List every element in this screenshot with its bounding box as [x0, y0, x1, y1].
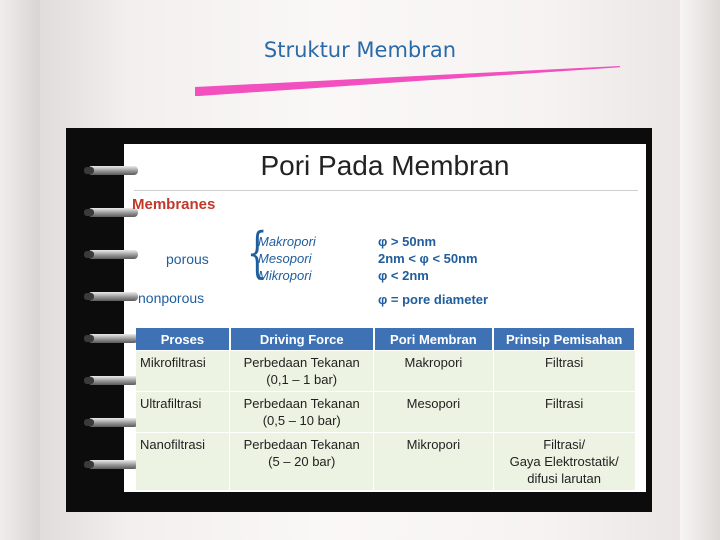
cell-prinsip [493, 392, 635, 433]
cell-pori: Mikropori [374, 433, 494, 491]
prinsip-text: Filtrasi [544, 396, 584, 411]
table-row [136, 433, 635, 491]
prinsip-text-3: difusi larutan [527, 471, 601, 486]
cell-proses: Ultrafiltrasi [136, 392, 230, 433]
cell-driving-force [230, 351, 374, 392]
pore-type-makropori: Makropori [258, 234, 316, 249]
table-row [136, 351, 635, 392]
header-prinsip-pemisahan: Prinsip Pemisahan [493, 328, 635, 351]
cell-prinsip [493, 433, 635, 491]
pore-size-makropori: φ > 50nm [378, 234, 437, 249]
table-header-row [136, 328, 635, 351]
cell-pori: Makropori [374, 351, 494, 392]
spiral-ring [88, 418, 138, 427]
document-title: Pori Pada Membran [260, 150, 510, 181]
cell-proses: Mikrofiltrasi [136, 351, 230, 392]
background-column-left [0, 0, 40, 540]
porous-label: porous [166, 251, 209, 267]
spiral-ring [88, 292, 138, 301]
cell-pori: Mesopori [374, 392, 494, 433]
spiral-ring [88, 460, 138, 469]
header-driving-force: Driving Force [230, 328, 374, 351]
prinsip-text: Filtrasi/ [543, 437, 586, 452]
prinsip-text: Filtrasi [544, 355, 584, 370]
table-row [136, 392, 635, 433]
prinsip-text-2: Gaya Elektrostatik/ [509, 454, 619, 469]
brace-symbol: { [246, 221, 268, 284]
cell-driving-force [230, 392, 374, 433]
background-column-right [680, 0, 720, 540]
driving-force-range: (5 – 20 bar) [268, 454, 336, 469]
slide-title: Struktur Membran [263, 38, 457, 62]
title-underline-accent [195, 66, 620, 96]
spiral-ring [88, 250, 138, 259]
header-proses: Proses [136, 328, 230, 351]
driving-force-range: (0,1 – 1 bar) [266, 372, 338, 387]
pore-size-mikropori: φ < 2nm [378, 268, 429, 283]
nonporous-label: nonporous [138, 290, 205, 306]
pore-types-list [258, 233, 316, 284]
cell-proses: Nanofiltrasi [136, 433, 230, 491]
driving-force-range: (0,5 – 10 bar) [262, 413, 341, 428]
driving-force-text: Perbedaan Tekanan [243, 396, 360, 411]
cell-driving-force [230, 433, 374, 491]
spiral-ring [88, 376, 138, 385]
pore-diameter-definition: φ = pore diameter [378, 292, 489, 307]
cell-prinsip [493, 351, 635, 392]
pore-size-mesopori: 2nm < φ < 50nm [378, 251, 478, 266]
spiral-ring [88, 208, 138, 217]
title-divider [134, 190, 638, 191]
pore-sizes-list [378, 233, 478, 284]
header-pori-membran: Pori Membran [374, 328, 494, 351]
membranes-heading: Membranes [132, 196, 216, 213]
pore-type-mikropori: Mikropori [258, 268, 312, 283]
driving-force-text: Perbedaan Tekanan [243, 355, 360, 370]
membrane-process-table [136, 328, 636, 490]
pore-type-mesopori: Mesopori [258, 251, 312, 266]
driving-force-text: Perbedaan Tekanan [243, 437, 360, 452]
spiral-ring [88, 334, 138, 343]
